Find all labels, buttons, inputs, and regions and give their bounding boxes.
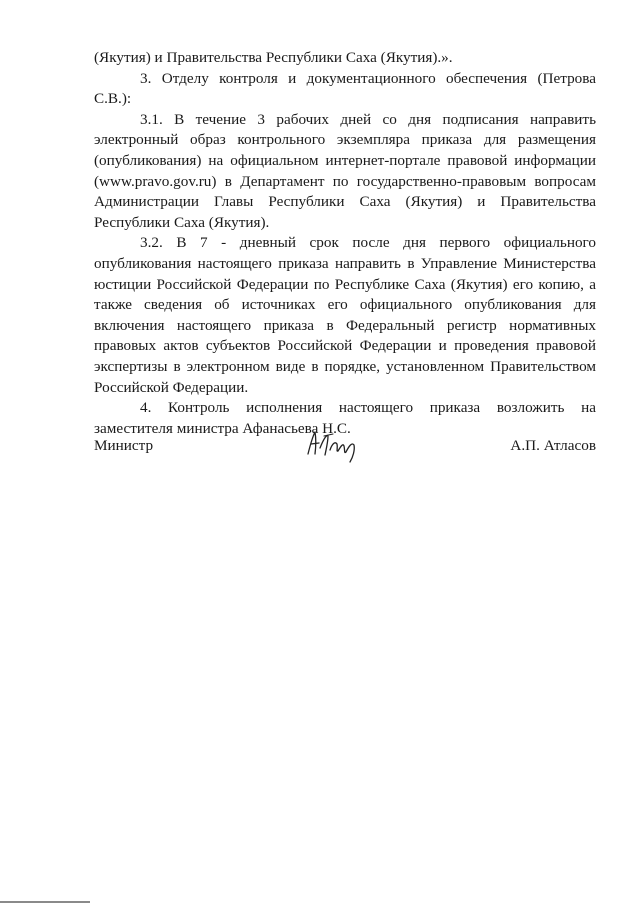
paragraph-item-3-1: 3.1. В течение 3 рабочих дней со дня подписания направить электронный образ контрольного экземпляра приказа для размещения (опубликования) на официальном интернет-портале правовой информации (www.pravo.gov.ru) в Департамент по государственно-правовым вопросам Администрации Главы Республики Саха (Якутия) и Правительства Республики Саха (Якутия). bbox=[94, 110, 596, 231]
signatory-title: Министр bbox=[94, 437, 154, 454]
paragraph-item-3-2: 3.2. В 7 - дневный срок после дня первого официального опубликования настоящего приказа направить в Управление Министерства юстиции Российской Федерации по Республике Саха (Якутия) его копию, а также сведения об источниках его официального опубликования для включения настоящего приказа в Федеральный регистр нормативных правовых актов субъектов Российской Федерации и проведения правовой экспертизы в электронном виде в порядке, установленном Правительством Российской Федерации. bbox=[94, 234, 596, 396]
paragraph-item-3: 3. Отделу контроля и документационного обеспечения (Петрова С.В.): bbox=[94, 69, 596, 108]
document-body bbox=[94, 48, 596, 439]
signatory-name: А.П. Атласов bbox=[510, 437, 596, 454]
signature-block bbox=[94, 424, 596, 464]
handwritten-signature bbox=[300, 424, 370, 464]
paragraph-continuation: (Якутия) и Правительства Республики Саха (Якутия).». bbox=[94, 49, 453, 66]
paragraph-item-4: 4. Контроль исполнения настоящего приказа возложить на заместителя министра Афанасьева Н.С. bbox=[94, 399, 596, 437]
